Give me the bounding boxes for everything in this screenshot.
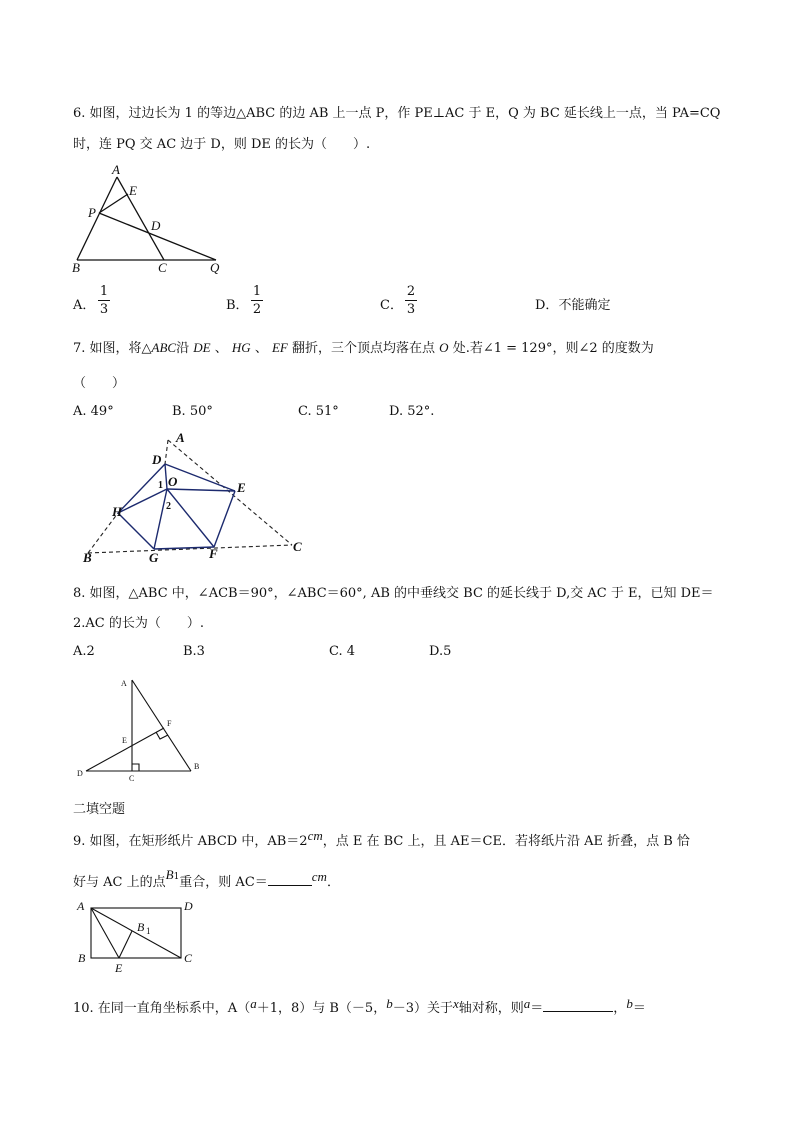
q6-option-a-num: 1 [99,284,109,299]
q7-label-o: O [168,474,178,489]
q7-t5: 、 [214,341,228,356]
q7-option-c[interactable]: C. 51° [298,404,339,419]
q6-option-c-key: C． [380,298,403,313]
q7-label-h: H [112,504,123,519]
q7-text-line1 [73,337,654,356]
q8-text-line1: 8. 如图，△ABC 中，∠ACB＝90°，∠ABC＝60°, AB 的中垂线交 BC 的延长线于 D,交 AC 于 E，已知 DE＝ [73,586,714,601]
q6-label-e: E [129,183,137,198]
q7-label-f: F [209,546,218,561]
q9-t9: ． [326,875,340,890]
q7-text-line2: （ ） [73,376,126,391]
q6-option-c[interactable] [380,294,403,313]
q9-label-d: D [184,899,193,913]
q7-t9: 翻折，三个顶点均落在点 [292,341,436,356]
q6-option-d-text: 不能确定 [558,298,611,313]
q6-option-c-num: 2 [406,284,416,299]
q8-option-d[interactable]: D.5 [429,644,452,659]
section-heading: 二填空题 [73,802,126,817]
q6-option-b-den: 2 [252,302,262,317]
q6-option-a-key: A． [73,298,96,313]
q10-t7: 轴对称，则 [458,1001,524,1016]
q7-option-b[interactable]: B. 50° [172,404,213,419]
q7-t3: 沿 [176,341,190,356]
q6-option-b[interactable] [226,294,249,313]
q9-answer-blank[interactable] [268,885,312,886]
q9-label-b1: B [137,920,145,934]
q6-option-c-den: 3 [406,302,416,317]
q8-label-a: A [121,679,127,688]
q9-t1: 9. 如图，在矩形纸片 ABCD 中，AB＝2 [73,834,308,849]
q8-option-b[interactable]: B.3 [183,644,205,659]
q10-t6: x [452,996,459,1011]
q8-label-d: D [77,769,83,778]
q10-t5: －3）关于 [392,1001,453,1016]
q6-option-d[interactable] [535,294,610,313]
q8-figure [70,670,215,782]
q7-figure [76,428,316,570]
q9-text-line2 [73,867,340,890]
q10-answer-blank-a[interactable] [543,1011,613,1012]
q10-t9: ＝ [530,1001,544,1016]
q6-label-b: B [72,260,80,275]
q9-t6: 1 [173,872,180,882]
q10-t3: ＋1，8）与 B（－5， [256,1001,387,1016]
q7-t6: HG [231,340,251,355]
q7-label-c: C [293,539,302,554]
q7-label-e: E [237,480,246,495]
q6-option-a-fraction [98,284,110,317]
q10-t2: a [250,996,257,1011]
q8-label-e: E [122,736,127,745]
q6-text-line2: 时，连 PQ 交 AC 边于 D，则 DE 的长为（ ）. [73,137,371,152]
q9-t5: B [165,867,174,882]
q7-label-b: B [83,550,92,565]
q7-t1: 7. 如图，将△ [73,341,152,356]
q7-t11: 处.若∠1 = 129°，则∠2 [452,341,598,356]
q9-label-c: C [184,951,193,965]
q7-label-g: G [149,550,159,565]
q7-t2: ABC [151,340,177,355]
q10-text [73,997,646,1016]
q7-t7: 、 [254,341,268,356]
q6-option-c-fraction [405,284,417,317]
q7-option-a[interactable]: A. 49° [73,404,114,419]
q7-angle-1-label: 1 [158,480,163,491]
q6-option-d-key: D． [535,298,559,313]
q9-text-line1 [73,830,690,849]
q7-option-d[interactable]: D. 52°. [389,404,435,419]
q6-option-a-den: 3 [99,302,109,317]
q9-t7: 重合，则 AC＝ [179,875,268,890]
q6-text-line1: 6. 如图，过边长为 1 的等边△ABC 的边 AB 上一点 P，作 PE⊥AC 于 E，Q 为 BC 延长线上一点，当 PA=CQ [73,106,721,121]
q9-t3: ，点 E 在 BC 上，且 AE＝CE．若将纸片沿 AE 折叠，点 B 恰 [322,834,690,849]
q8-label-c: C [129,774,135,782]
q10-t1: 10. 在同一直角坐标系中，A（ [73,1001,251,1016]
q6-option-a[interactable] [73,294,95,313]
q6-option-b-key: B． [226,298,249,313]
q9-t4: 好与 AC 上的点 [73,875,166,890]
q9-label-e: E [115,961,123,975]
q8-label-b: B [194,762,200,771]
q8-option-a[interactable]: A.2 [73,644,95,659]
q10-t4: b [386,996,393,1011]
q8-text-line2: 2.AC 的长为（ ）. [73,616,205,631]
q6-label-a: A [112,162,120,177]
q9-figure [72,896,210,978]
q6-label-p: P [88,205,96,220]
q6-option-b-num: 1 [252,284,262,299]
q7-t8: EF [271,340,288,355]
q7-angle-2-label: 2 [166,501,171,512]
q7-label-a: A [176,430,185,445]
q7-t4: DE [193,340,211,355]
q9-label-a: A [77,899,85,913]
q10-t10: ， [613,1001,627,1016]
q9-t2: cm [307,828,323,843]
q7-label-d: D [152,452,162,467]
q10-t11: b [626,996,633,1011]
q8-label-f: F [167,719,172,728]
q9-t8: cm [311,869,327,884]
q6-option-b-fraction [251,284,263,317]
q8-option-c[interactable]: C. 4 [329,644,356,659]
q6-label-d: D [151,218,161,233]
q6-label-c: C [158,260,167,275]
q6-figure [66,160,236,276]
q6-label-q: Q [210,260,220,275]
q10-t8: a [523,996,531,1011]
q9-label-b: B [78,951,86,965]
q9-label-b1-subscript: 1 [146,926,151,936]
q10-t12: ＝ [632,1001,646,1016]
q7-t10: O [439,340,449,355]
q7-t12: 的度数为 [601,341,654,356]
